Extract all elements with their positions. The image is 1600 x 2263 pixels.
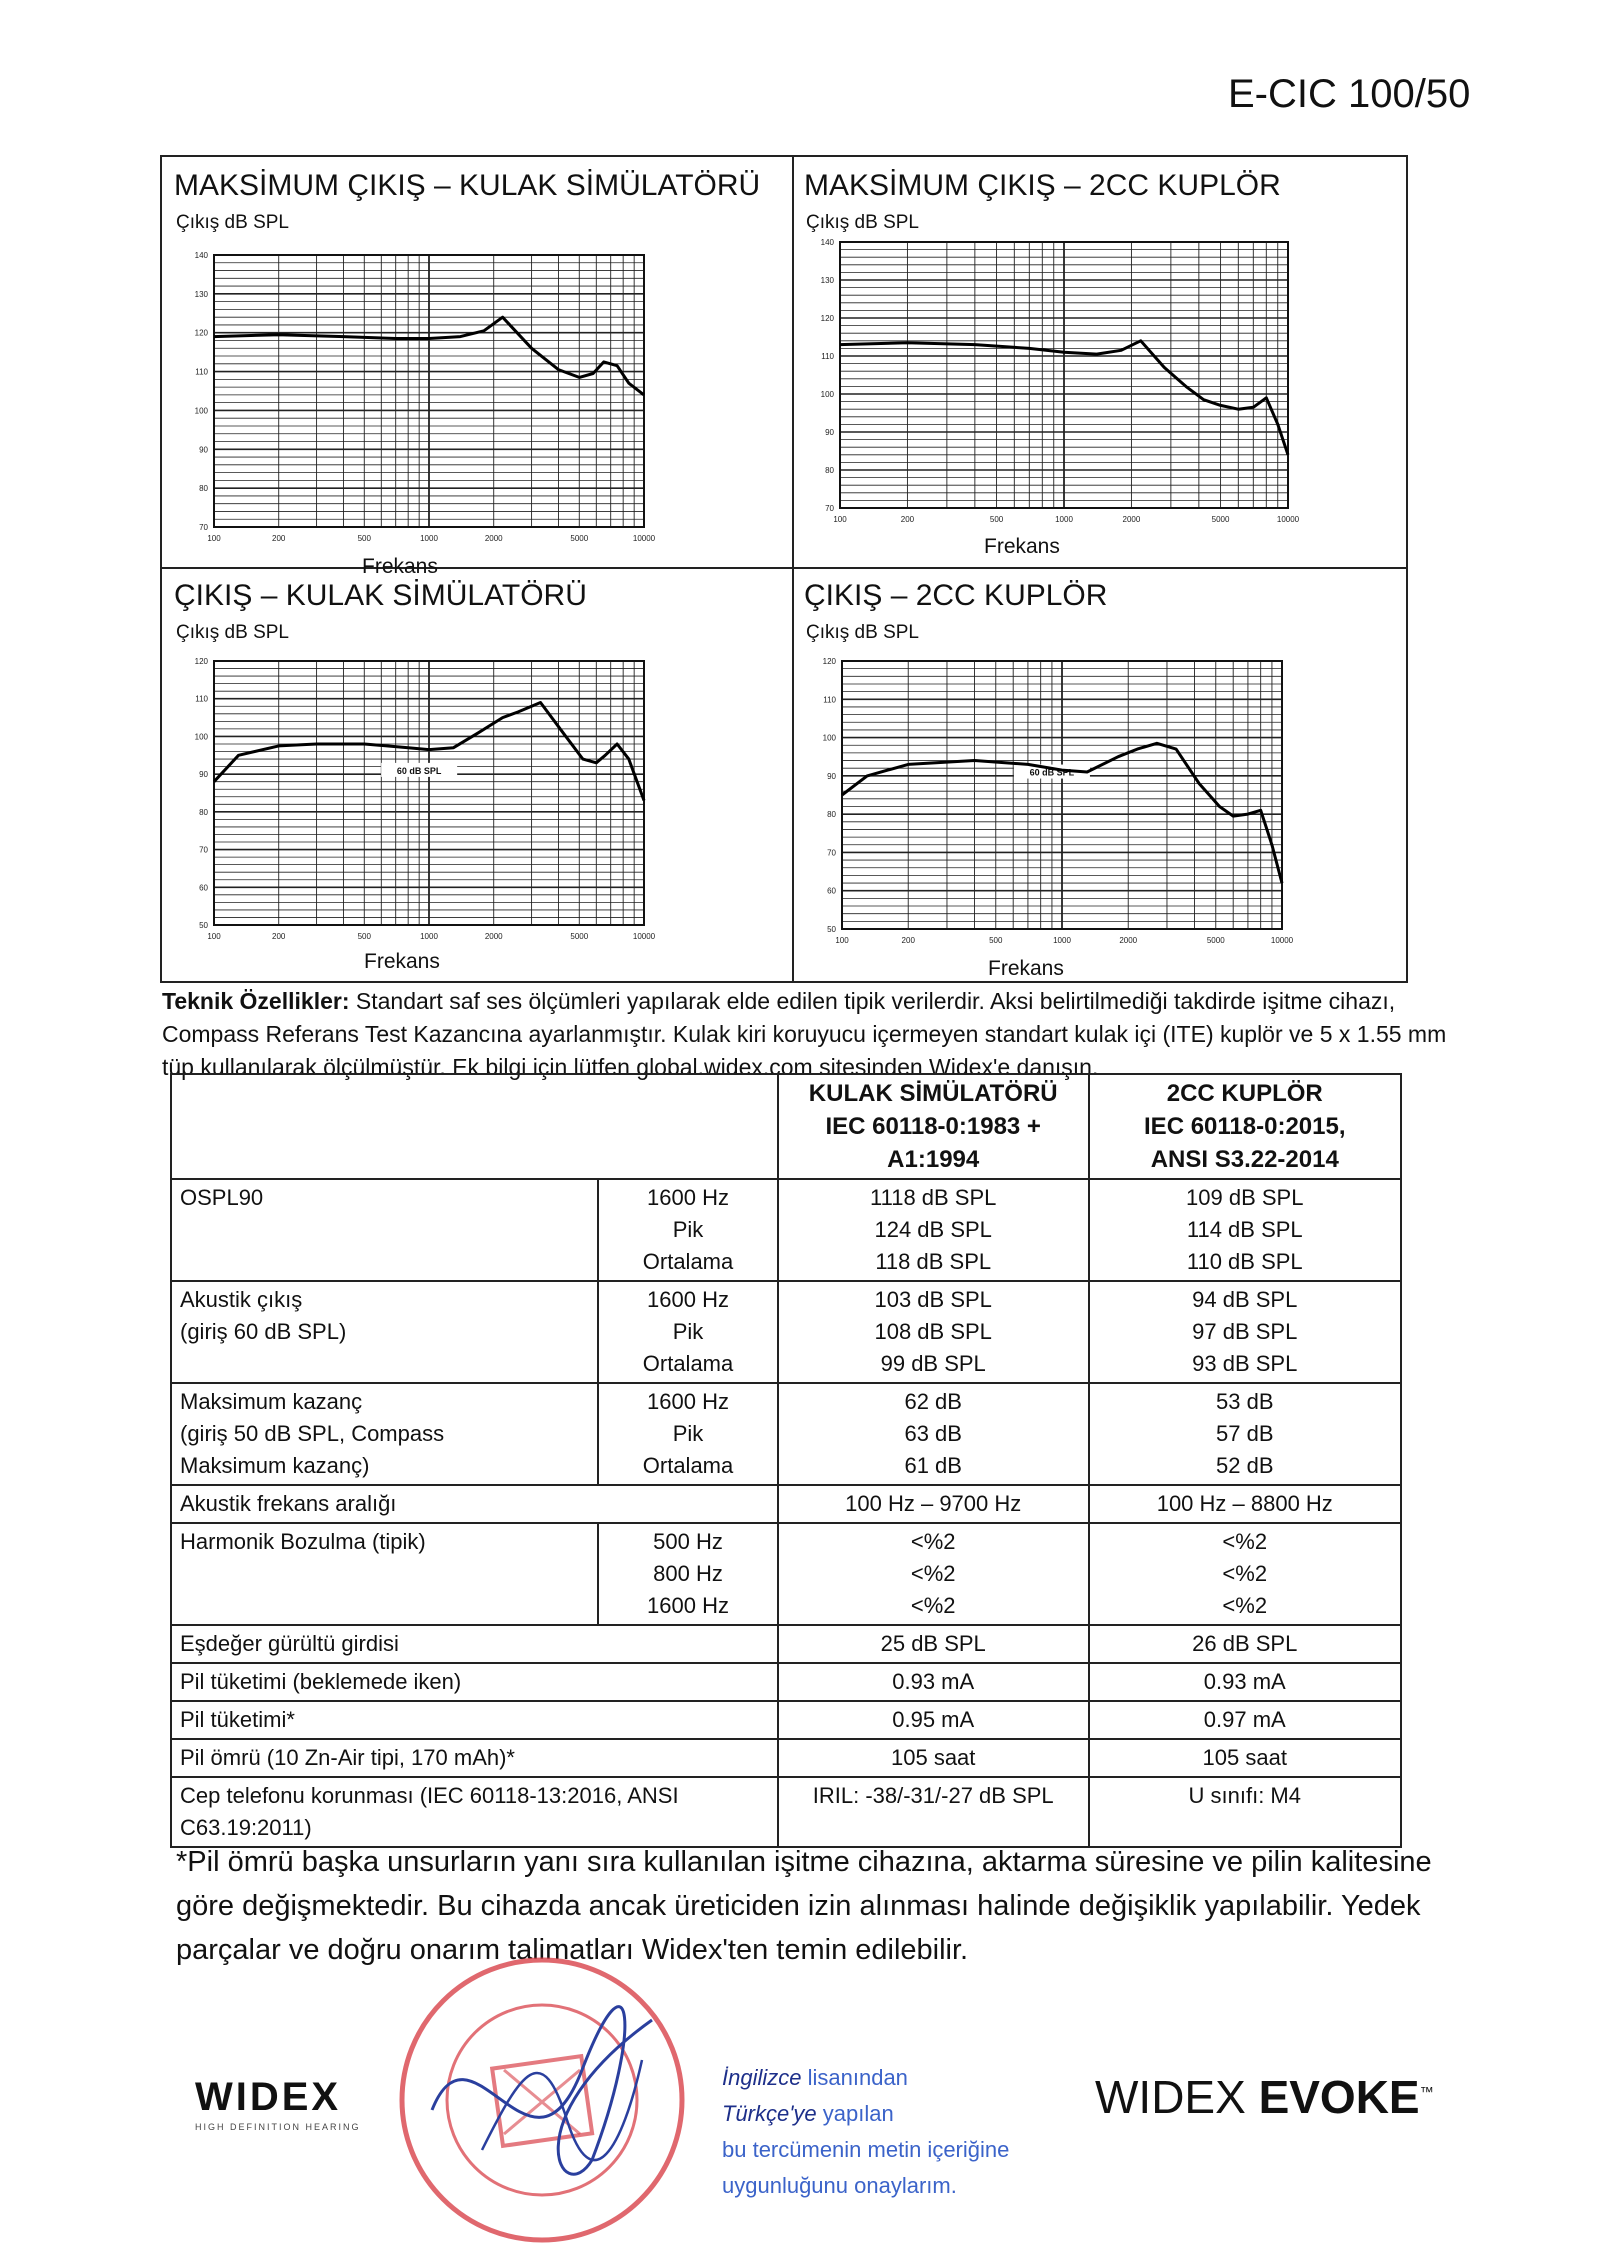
graph-title: ÇIKIŞ – KULAK SİMÜLATÖRÜ bbox=[174, 579, 587, 612]
spec-value-2cc-line: 0.97 mA bbox=[1203, 1707, 1286, 1732]
spec-sublabel-line: Ortalama bbox=[642, 1249, 734, 1274]
spec-sublabel-line: Pik bbox=[672, 1217, 704, 1242]
spec-label-line: Maksimum kazanç) bbox=[180, 1453, 370, 1478]
graph-x-label: Frekans bbox=[362, 555, 438, 578]
spec-header-empty bbox=[171, 1074, 778, 1179]
spec-sublabel-line: Pik bbox=[672, 1421, 704, 1446]
y-tick-label: 80 bbox=[825, 466, 834, 475]
x-tick-label: 200 bbox=[272, 534, 286, 543]
x-tick-label: 500 bbox=[989, 936, 1003, 945]
spec-value-ear-line: IRIL: -38/-31/-27 dB SPL bbox=[812, 1783, 1054, 1808]
header-line: A1:1994 bbox=[887, 1146, 980, 1173]
header-line: IEC 60118-0:1983 + bbox=[825, 1113, 1041, 1140]
spec-value-2cc-line: 105 saat bbox=[1202, 1745, 1287, 1770]
spec-sublabel bbox=[598, 1523, 778, 1625]
x-tick-label: 500 bbox=[357, 534, 371, 543]
spec-row bbox=[171, 1739, 1401, 1777]
x-tick-label: 200 bbox=[272, 932, 286, 941]
chart-output-ear bbox=[162, 567, 792, 985]
spec-value-2cc-line: 26 dB SPL bbox=[1192, 1631, 1298, 1656]
spec-label bbox=[171, 1485, 778, 1523]
spec-value-2cc bbox=[1089, 1383, 1401, 1485]
spec-value-ear bbox=[778, 1281, 1089, 1383]
spec-row bbox=[171, 1625, 1401, 1663]
spec-value-ear bbox=[778, 1625, 1089, 1663]
spec-value-ear-line: 62 dB bbox=[904, 1389, 962, 1414]
graphs-frame bbox=[160, 155, 1408, 983]
spec-value-2cc-line: U sınıfı: M4 bbox=[1188, 1783, 1301, 1808]
graph-x-label: Frekans bbox=[988, 957, 1064, 980]
y-tick-label: 70 bbox=[825, 504, 834, 513]
spec-label bbox=[171, 1383, 598, 1485]
spec-table bbox=[170, 1073, 1402, 1848]
translation-line4: uygunluğunu onaylarım. bbox=[722, 2173, 957, 2198]
spec-value-2cc-line: 100 Hz – 8800 Hz bbox=[1156, 1491, 1333, 1516]
spec-value-ear-line: <%2 bbox=[910, 1529, 956, 1554]
spec-row bbox=[171, 1485, 1401, 1523]
spec-value-ear-line: 105 saat bbox=[891, 1745, 976, 1770]
spec-value-ear-line: 1118 dB SPL bbox=[870, 1185, 997, 1210]
graph-y-label: Çıkış dB SPL bbox=[176, 622, 289, 643]
spec-value-2cc bbox=[1089, 1739, 1401, 1777]
spec-row bbox=[171, 1383, 1401, 1485]
graph-panel-max-output-2cc bbox=[792, 157, 1410, 567]
y-tick-label: 50 bbox=[827, 925, 836, 934]
spec-value-2cc-line: 53 dB bbox=[1216, 1389, 1274, 1414]
y-tick-label: 50 bbox=[199, 921, 208, 930]
widex-logo bbox=[195, 2075, 361, 2132]
spec-label bbox=[171, 1663, 778, 1701]
x-tick-label: 5000 bbox=[570, 534, 589, 543]
y-tick-label: 140 bbox=[820, 238, 834, 247]
x-tick-label: 200 bbox=[901, 936, 915, 945]
spec-row bbox=[171, 1523, 1401, 1625]
x-tick-label: 10000 bbox=[1276, 515, 1300, 524]
spec-label-line: Akustik çıkış bbox=[180, 1287, 303, 1312]
spec-value-2cc bbox=[1089, 1701, 1401, 1739]
spec-label-line: Akustik frekans aralığı bbox=[180, 1491, 397, 1516]
spec-label bbox=[171, 1179, 598, 1281]
spec-value-2cc-line: <%2 bbox=[1222, 1593, 1268, 1618]
spec-value-2cc-line: 0.93 mA bbox=[1203, 1669, 1286, 1694]
x-tick-label: 500 bbox=[357, 932, 371, 941]
y-tick-label: 120 bbox=[822, 657, 836, 666]
spec-label-line: (giriş 50 dB SPL, Compass bbox=[180, 1421, 445, 1446]
graph-panel-output-ear bbox=[162, 567, 792, 985]
battery-footnote: *Pil ömrü başka unsurların yanı sıra kullanılan işitme cihazına, aktarma süresine ve pilin kalitesine göre değişmektedir. Bu cihazda ancak üreticiden izin alınması halinde değişiklik yapılabilir. Yedek parçalar ve doğru onarım talimatları Widex'ten temin edilebilir. bbox=[176, 1846, 1432, 1966]
spec-label bbox=[171, 1777, 778, 1847]
header-ear-simulator bbox=[778, 1074, 1089, 1179]
spec-label-line: C63.19:2011) bbox=[180, 1815, 312, 1840]
model-title: E-CIC 100/50 bbox=[1228, 72, 1471, 116]
x-tick-label: 5000 bbox=[1206, 936, 1225, 945]
widex-evoke-logo bbox=[1095, 2070, 1434, 2124]
header-line: KULAK SİMÜLATÖRÜ bbox=[808, 1080, 1058, 1107]
spec-sublabel-line: 1600 Hz bbox=[647, 1593, 729, 1618]
spec-label bbox=[171, 1281, 598, 1383]
spec-sublabel bbox=[598, 1179, 778, 1281]
x-tick-label: 100 bbox=[833, 515, 847, 524]
official-stamp-icon bbox=[392, 1950, 692, 2250]
spec-row bbox=[171, 1663, 1401, 1701]
spec-value-ear-line: 118 dB SPL bbox=[875, 1249, 992, 1274]
y-tick-label: 80 bbox=[827, 810, 836, 820]
spec-value-2cc-line: 110 dB SPL bbox=[1186, 1249, 1303, 1274]
spec-sublabel bbox=[598, 1383, 778, 1485]
spec-value-2cc-line: 94 dB SPL bbox=[1192, 1287, 1298, 1312]
y-tick-label: 120 bbox=[820, 314, 834, 323]
y-tick-label: 120 bbox=[194, 328, 208, 338]
y-tick-label: 110 bbox=[821, 352, 834, 361]
y-tick-label: 100 bbox=[194, 406, 208, 416]
header-2cc-coupler bbox=[1089, 1074, 1401, 1179]
spec-value-ear-line: <%2 bbox=[910, 1593, 956, 1618]
spec-value-ear-line: 0.95 mA bbox=[892, 1707, 975, 1732]
graph-panel-max-output-ear bbox=[162, 157, 792, 578]
x-tick-label: 10000 bbox=[1270, 936, 1294, 945]
spec-value-ear-line: 108 dB SPL bbox=[874, 1319, 992, 1344]
spec-sublabel-line: 500 Hz bbox=[653, 1529, 723, 1554]
spec-value-2cc-line: 109 dB SPL bbox=[1186, 1185, 1304, 1210]
graph-panel-output-2cc bbox=[792, 567, 1410, 985]
x-tick-label: 1000 bbox=[420, 932, 438, 941]
spec-value-ear-line: 99 dB SPL bbox=[880, 1351, 986, 1376]
spec-value-2cc-line: 97 dB SPL bbox=[1192, 1319, 1298, 1344]
graph-y-label: Çıkış dB SPL bbox=[176, 212, 289, 233]
x-tick-label: 10000 bbox=[632, 534, 656, 543]
y-tick-label: 90 bbox=[199, 770, 208, 780]
widex-logo-word: WIDEX bbox=[195, 2075, 342, 2119]
x-tick-label: 1000 bbox=[1053, 936, 1071, 945]
y-tick-label: 90 bbox=[199, 445, 208, 455]
evoke-logo-product: EVOKE bbox=[1258, 2071, 1420, 2123]
spec-label-line: Maksimum kazanç bbox=[180, 1389, 363, 1414]
spec-value-2cc bbox=[1089, 1777, 1401, 1847]
spec-label-line: Pil tüketimi (beklemede iken) bbox=[180, 1669, 462, 1694]
y-tick-label: 140 bbox=[194, 251, 208, 260]
x-tick-label: 2000 bbox=[1122, 515, 1141, 524]
spec-label bbox=[171, 1523, 598, 1625]
technical-specs-text: Standart saf ses ölçümleri yapılarak elde edilen tipik verilerdir. Aksi belirtilmediği takdirde işitme cihazı, Compass Referans Test Kazancına ayarlanmıştır. Kulak kiri koruyucu içermeyen standart kulak içi (ITE) kuplör ve 5 x 1.55 mm tüp kullanılarak ölçülmüştür. Ek bilgi için lütfen global.widex.com sitesinden Widex'e danışın. bbox=[162, 988, 1447, 1080]
spec-row bbox=[171, 1179, 1401, 1281]
y-tick-label: 110 bbox=[823, 695, 836, 705]
spec-label-line: Pil tüketimi* bbox=[180, 1707, 295, 1732]
x-tick-label: 1000 bbox=[420, 534, 438, 543]
evoke-logo-brand: WIDEX bbox=[1095, 2071, 1246, 2123]
spec-value-ear-line: 0.93 mA bbox=[892, 1669, 975, 1694]
spec-value-ear bbox=[778, 1485, 1089, 1523]
spec-value-ear-line: 63 dB bbox=[904, 1421, 962, 1446]
header-line: IEC 60118-0:2015, bbox=[1144, 1113, 1346, 1140]
translation-line1: lisanından bbox=[807, 2065, 908, 2090]
spec-value-2cc-line: 114 dB SPL bbox=[1186, 1217, 1303, 1242]
spec-value-ear-line: 25 dB SPL bbox=[880, 1631, 986, 1656]
spec-sublabel bbox=[598, 1281, 778, 1383]
spec-value-ear bbox=[778, 1523, 1089, 1625]
widex-logo-tagline: HIGH DEFINITION HEARING bbox=[195, 2122, 361, 2132]
y-tick-label: 90 bbox=[827, 771, 836, 781]
graph-title: ÇIKIŞ – 2CC KUPLÖR bbox=[804, 579, 1108, 612]
spec-label-line: Harmonik Bozulma (tipik) bbox=[180, 1529, 426, 1554]
spec-value-2cc bbox=[1089, 1281, 1401, 1383]
graph-y-label: Çıkış dB SPL bbox=[806, 212, 919, 233]
chart-annotation: 60 dB SPL bbox=[1029, 767, 1075, 778]
chart-max-output-2cc bbox=[792, 157, 1410, 567]
y-tick-label: 70 bbox=[199, 523, 208, 532]
spec-sublabel-line: 1600 Hz bbox=[647, 1287, 729, 1312]
graph-title: MAKSİMUM ÇIKIŞ – KULAK SİMÜLATÖRÜ bbox=[174, 169, 761, 202]
spec-value-ear bbox=[778, 1663, 1089, 1701]
graph-x-label: Frekans bbox=[984, 535, 1060, 558]
chart-annotation: 60 dB SPL bbox=[396, 765, 442, 776]
spec-label-line: (giriş 60 dB SPL) bbox=[180, 1319, 347, 1344]
spec-value-ear bbox=[778, 1701, 1089, 1739]
y-tick-label: 90 bbox=[825, 428, 834, 437]
x-tick-label: 10000 bbox=[632, 932, 656, 941]
spec-value-ear bbox=[778, 1777, 1089, 1847]
x-tick-label: 200 bbox=[900, 515, 915, 524]
x-tick-label: 500 bbox=[989, 515, 1004, 524]
x-tick-label: 100 bbox=[207, 534, 221, 543]
graph-title: MAKSİMUM ÇIKIŞ – 2CC KUPLÖR bbox=[804, 169, 1281, 202]
spec-value-2cc-line: <%2 bbox=[1222, 1529, 1268, 1554]
spec-sublabel-line: 800 Hz bbox=[653, 1561, 723, 1586]
chart-output-2cc bbox=[792, 567, 1410, 985]
translation-line2: yapılan bbox=[822, 2101, 894, 2126]
spec-value-2cc bbox=[1089, 1523, 1401, 1625]
x-tick-label: 2000 bbox=[484, 534, 503, 543]
y-tick-label: 60 bbox=[199, 883, 208, 893]
translator-certification bbox=[722, 2060, 1009, 2204]
spec-value-ear bbox=[778, 1383, 1089, 1485]
header-line: 2CC KUPLÖR bbox=[1166, 1080, 1323, 1107]
spec-value-2cc bbox=[1089, 1179, 1401, 1281]
spec-sublabel-line: 1600 Hz bbox=[647, 1185, 729, 1210]
spec-label bbox=[171, 1739, 778, 1777]
trademark-symbol: ™ bbox=[1419, 2083, 1434, 2100]
spec-value-2cc-line: <%2 bbox=[1222, 1561, 1268, 1586]
y-tick-label: 80 bbox=[199, 484, 208, 494]
graph-x-label: Frekans bbox=[364, 950, 440, 973]
x-tick-label: 2000 bbox=[484, 932, 503, 941]
spec-value-2cc bbox=[1089, 1663, 1401, 1701]
spec-value-ear-line: 100 Hz – 9700 Hz bbox=[845, 1491, 1022, 1516]
spec-sublabel-line: Ortalama bbox=[642, 1453, 734, 1478]
technical-specs-label: Teknik Özellikler: bbox=[162, 988, 350, 1014]
graph-y-label: Çıkış dB SPL bbox=[806, 622, 919, 643]
spec-label-line: Cep telefonu korunması (IEC 60118-13:2016, ANSI bbox=[180, 1783, 679, 1808]
spec-row bbox=[171, 1281, 1401, 1383]
spec-row bbox=[171, 1701, 1401, 1739]
y-tick-label: 120 bbox=[194, 657, 208, 666]
x-tick-label: 100 bbox=[207, 932, 221, 941]
y-tick-label: 110 bbox=[195, 367, 208, 377]
y-tick-label: 100 bbox=[194, 732, 208, 742]
spec-value-ear-line: 103 dB SPL bbox=[874, 1287, 992, 1312]
spec-label bbox=[171, 1625, 778, 1663]
spec-label bbox=[171, 1701, 778, 1739]
header-line: ANSI S3.22-2014 bbox=[1150, 1146, 1339, 1173]
translation-target-language: Türkçe'ye bbox=[722, 2101, 817, 2126]
spec-value-ear bbox=[778, 1739, 1089, 1777]
spec-header-row bbox=[171, 1074, 1401, 1179]
spec-sublabel-line: Pik bbox=[672, 1319, 704, 1344]
y-tick-label: 110 bbox=[195, 694, 208, 704]
spec-value-ear-line: 124 dB SPL bbox=[874, 1217, 992, 1242]
spec-value-2cc-line: 52 dB bbox=[1216, 1453, 1274, 1478]
spec-label-line: OSPL90 bbox=[180, 1185, 264, 1210]
spec-label-line: Pil ömrü (10 Zn-Air tipi, 170 mAh)* bbox=[180, 1745, 515, 1770]
x-tick-label: 5000 bbox=[1211, 515, 1230, 524]
y-tick-label: 60 bbox=[827, 886, 836, 896]
y-tick-label: 130 bbox=[820, 276, 834, 285]
spec-sublabel-line: Ortalama bbox=[642, 1351, 734, 1376]
spec-value-ear-line: <%2 bbox=[910, 1561, 956, 1586]
chart-max-output-ear bbox=[162, 157, 792, 567]
spec-label-line: Eşdeğer gürültü girdisi bbox=[180, 1631, 399, 1656]
technical-specs-intro bbox=[162, 985, 1462, 1084]
y-tick-label: 100 bbox=[820, 390, 834, 399]
translation-line3: bu tercümenin metin içeriğine bbox=[722, 2137, 1010, 2162]
x-tick-label: 5000 bbox=[570, 932, 589, 941]
x-tick-label: 1000 bbox=[1055, 515, 1073, 524]
y-tick-label: 80 bbox=[199, 807, 208, 817]
translation-source-language: İngilizce bbox=[722, 2065, 802, 2090]
y-tick-label: 100 bbox=[822, 733, 836, 743]
y-tick-label: 130 bbox=[194, 289, 208, 299]
y-tick-label: 70 bbox=[827, 848, 836, 858]
spec-row bbox=[171, 1777, 1401, 1847]
spec-value-ear bbox=[778, 1179, 1089, 1281]
spec-value-2cc bbox=[1089, 1485, 1401, 1523]
spec-value-ear-line: 61 dB bbox=[904, 1453, 962, 1478]
spec-value-2cc-line: 93 dB SPL bbox=[1192, 1351, 1298, 1376]
x-tick-label: 2000 bbox=[1119, 936, 1138, 945]
x-tick-label: 100 bbox=[835, 936, 849, 945]
spec-value-2cc bbox=[1089, 1625, 1401, 1663]
y-tick-label: 70 bbox=[199, 845, 208, 855]
spec-value-2cc-line: 57 dB bbox=[1216, 1421, 1274, 1446]
spec-sublabel-line: 1600 Hz bbox=[647, 1389, 729, 1414]
